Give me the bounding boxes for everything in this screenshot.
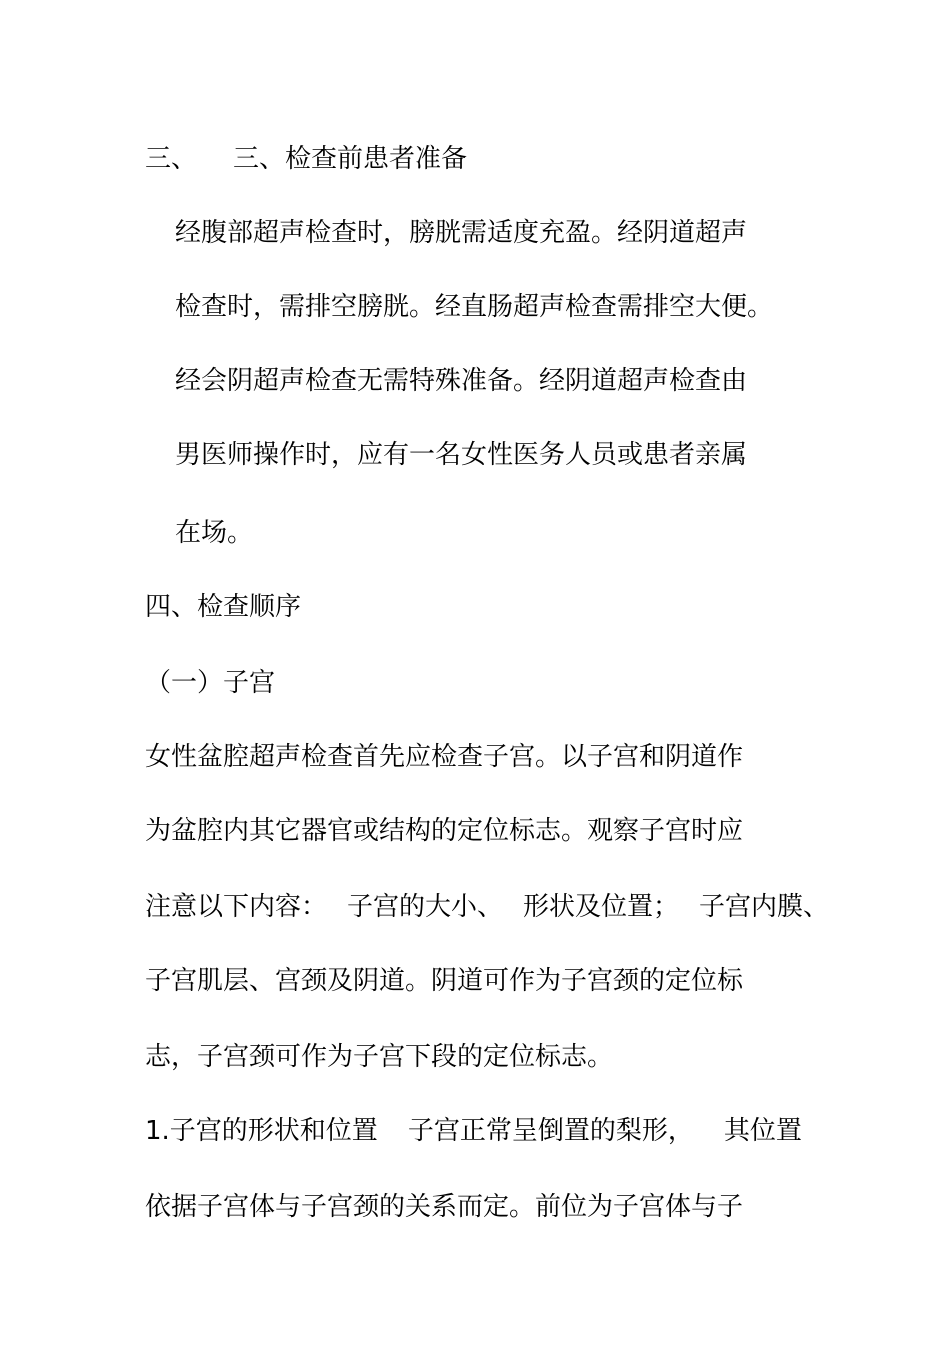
paragraph-line: 子宫肌层、宫颈及阴道。阴道可作为子宫颈的定位标 [145,966,744,996]
text-segment: 形状及位置； [523,892,680,922]
paragraph-line: 女性盆腔超声检查首先应检查子宫。以子宫和阴道作 [145,742,744,772]
item-text: 其位置 [723,1116,802,1146]
paragraph-line: 检查时，需排空膀胱。经直肠超声检查需排空大便。 [175,292,774,322]
text-segment: 子宫的大小、 [347,892,504,922]
section-3-number: 三、 [145,144,198,174]
subsection-heading: （一）子宫 [145,668,276,698]
paragraph-line: 经腹部超声检查时，膀胱需适度充盈。经阴道超声 [175,218,748,248]
text-segment: 注意以下内容： [145,892,328,922]
text-segment: 子宫内膜、 [699,892,830,922]
paragraph-line: 在场。 [175,518,254,548]
paragraph-line: 志，子宫颈可作为子宫下段的定位标志。 [145,1042,614,1072]
paragraph-line: 经会阴超声检查无需特殊准备。经阴道超声检查由 [175,366,748,396]
section-3-title: 三、检查前患者准备 [233,144,468,174]
item-label: 1.子宫的形状和位置 [145,1116,378,1146]
section-3-heading [145,142,467,176]
section-4-heading: 四、检查顺序 [145,592,302,622]
paragraph-line: 依据子宫体与子宫颈的关系而定。前位为子宫体与子 [145,1192,744,1222]
paragraph-line [145,890,829,924]
paragraph-line: 为盆腔内其它器官或结构的定位标志。观察子宫时应 [145,816,744,846]
item-text: 子宫正常呈倒置的梨形， [407,1116,694,1146]
paragraph-line: 男医师操作时，应有一名女性医务人员或患者亲属 [175,440,748,470]
numbered-item [145,1114,802,1148]
